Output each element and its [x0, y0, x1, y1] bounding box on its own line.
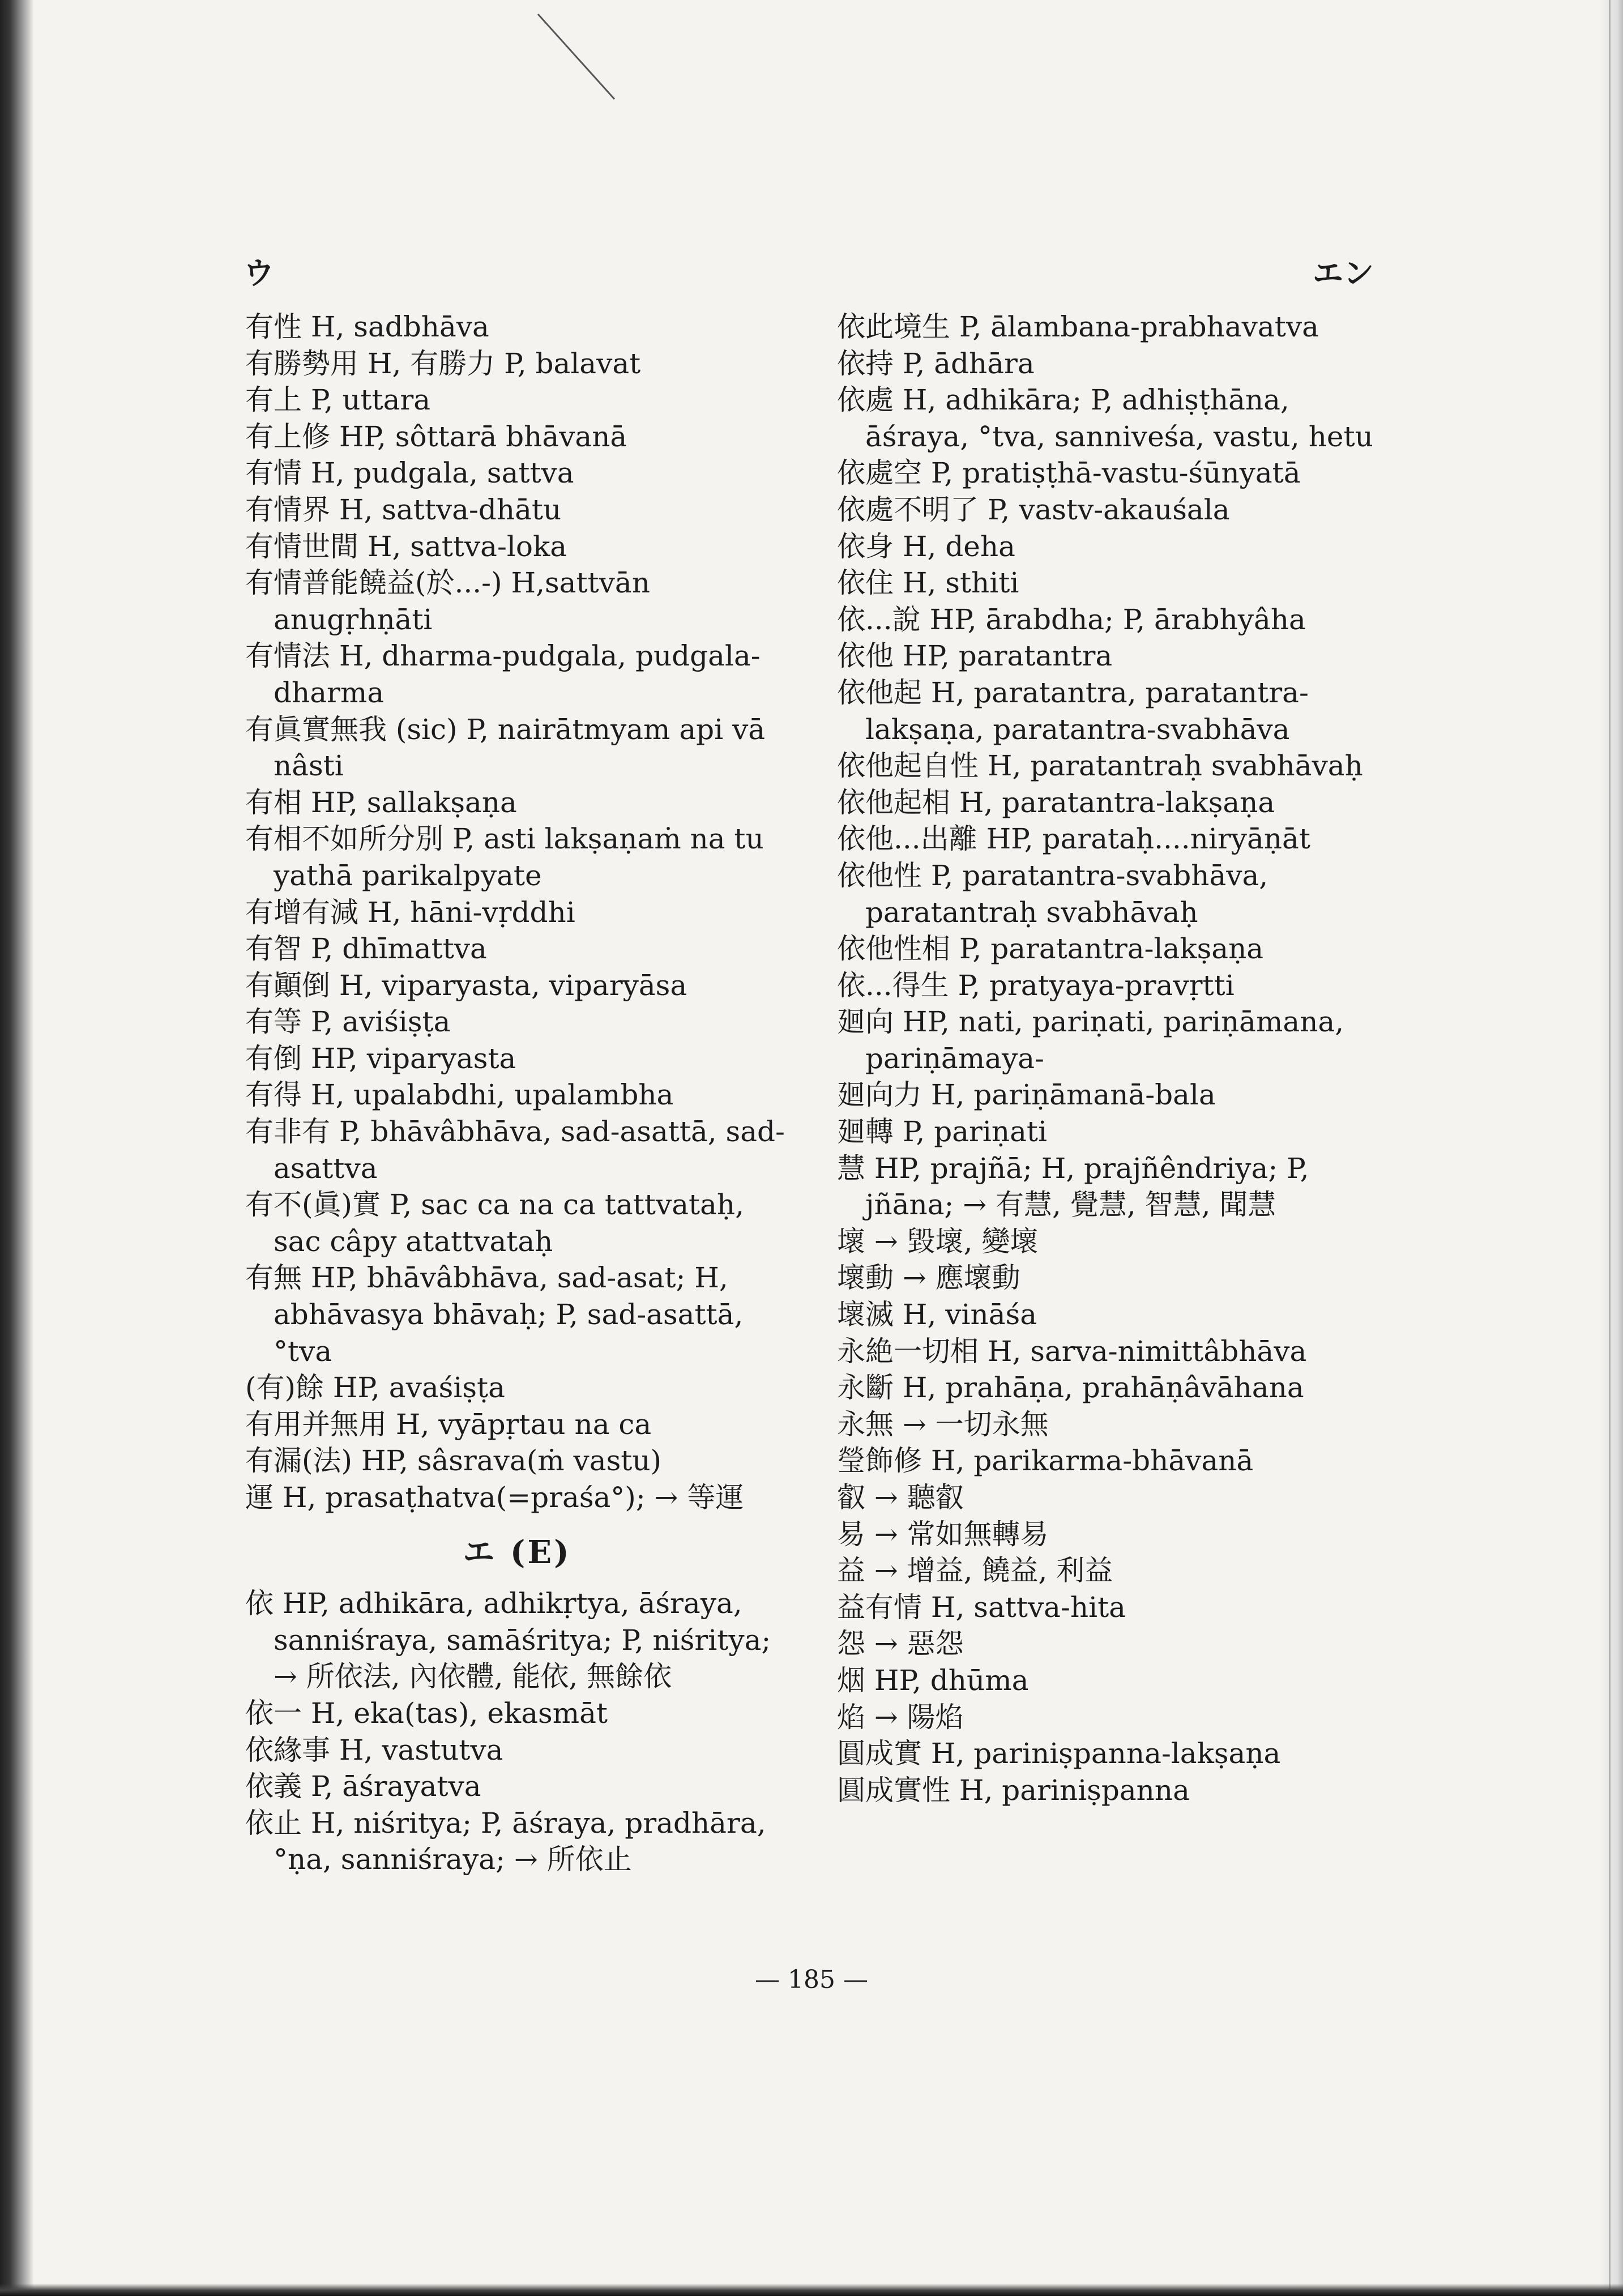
dictionary-entry: 依他起自性 H, paratantraḥ svabhāvaḥ — [837, 749, 1363, 783]
dictionary-entry: 瑩飾修 H, parikarma-bhāvanā — [837, 1444, 1254, 1478]
dictionary-entry: 依身 H, deha — [837, 530, 1015, 563]
dictionary-entry: 有倒 HP, viparyasta — [245, 1042, 516, 1075]
left-column — [245, 309, 789, 1878]
dictionary-entry: 有智 P, dhīmattva — [245, 932, 487, 966]
dictionary-entry: 廻向 HP, nati, pariṇati, pariṇāmana, pariṇāmaya- — [837, 1005, 1344, 1075]
header-left: ウ — [244, 255, 274, 291]
dictionary-entry: 依處 H, adhikāra; P, adhiṣṭhāna, āśraya, °tva, sanniveśa, vastu, hetu — [837, 383, 1373, 453]
dictionary-entry: 永斷 H, prahāṇa, prahāṇâvāhana — [837, 1371, 1304, 1405]
dictionary-entry: 烟 HP, dhūma — [837, 1663, 1029, 1697]
dictionary-entry: 依他起相 H, paratantra-lakṣaṇa — [837, 786, 1275, 819]
dictionary-entry: 依他性 P, paratantra-svabhāva, paratantraḥ svabhāvaḥ — [837, 859, 1268, 929]
dictionary-entry: 有漏(法) HP, sâsrava(ṁ vastu) — [245, 1444, 662, 1478]
scan-edge-left — [0, 0, 34, 2296]
dictionary-entry: 有增有減 H, hāni-vṛddhi — [245, 895, 575, 929]
dictionary-entry: 依他...出離 HP, parataḥ....niryāṇāt — [837, 822, 1310, 856]
dictionary-entry: 有相不如所分別 P, asti lakṣaṇaṁ na tu yathā parikalpyate — [245, 822, 764, 892]
dictionary-entry: 有情法 H, dharma-pudgala, pudgala-dharma — [245, 639, 761, 709]
dictionary-entry: 壞動 → 應壞動 — [837, 1261, 1020, 1295]
dictionary-entry: 依處空 P, pratiṣṭhā-vastu-śūnyatā — [837, 456, 1301, 490]
dictionary-entry: 益 → 增益, 饒益, 利益 — [837, 1554, 1113, 1587]
dictionary-entry: 依他性相 P, paratantra-lakṣaṇa — [837, 932, 1264, 966]
dictionary-entry: 有無 HP, bhāvâbhāva, sad-asat; H, abhāvasya bhāvaḥ; P, sad-asattā, °tva — [245, 1261, 744, 1368]
dictionary-entry: 依義 P, āśrayatva — [245, 1770, 481, 1803]
dictionary-entry: 有得 H, upalabdhi, upalambha — [245, 1078, 674, 1112]
dictionary-entry: (有)餘 HP, avaśiṣṭa — [245, 1371, 505, 1405]
dictionary-entry: 有非有 P, bhāvâbhāva, sad-asattā, sad-asattva — [245, 1115, 785, 1185]
dictionary-entry: 依他起 H, paratantra, paratantra-lakṣaṇa, paratantra-svabhāva — [837, 676, 1309, 746]
dictionary-entry: 有眞實無我 (sic) P, nairātmyam api vā nâsti — [245, 712, 766, 783]
dictionary-entry: 永絶一切相 H, sarva-nimittâbhāva — [837, 1334, 1307, 1368]
scan-edge-right — [1600, 0, 1623, 2296]
dictionary-entry: 圓成實性 H, pariniṣpanna — [837, 1773, 1190, 1807]
dictionary-entry: 有顚倒 H, viparyasta, viparyāsa — [245, 968, 687, 1002]
dictionary-entry: 壞滅 H, vināśa — [837, 1298, 1037, 1331]
header-right: エン — [1313, 255, 1374, 291]
pencil-mark — [0, 0, 1623, 170]
dictionary-entry: 依他 HP, paratantra — [837, 639, 1113, 673]
scan-edge-line — [1609, 0, 1611, 2296]
dictionary-entry: 廻向力 H, pariṇāmanā-bala — [837, 1078, 1216, 1112]
dictionary-entry: 依住 H, sthiti — [837, 566, 1019, 600]
dictionary-entry: 運 H, prasaṭhatva(=praśa°); → 等運 — [245, 1481, 744, 1514]
dictionary-entry: 永無 → 一切永無 — [837, 1407, 1049, 1441]
dictionary-entry: 依一 H, eka(tas), ekasmāt — [245, 1696, 608, 1730]
dictionary-entry: 有勝勢用 H, 有勝力 P, balavat — [245, 347, 641, 380]
section-heading: エ (E) — [463, 1533, 571, 1571]
right-entries — [837, 309, 1381, 1808]
dictionary-entry: 慧 HP, prajñā; H, prajñêndriya; P, jñāna; → 有慧, 覺慧, 智慧, 聞慧 — [837, 1151, 1309, 1222]
dictionary-entry: 有相 HP, sallakṣaṇa — [245, 786, 517, 819]
dictionary-entry: 依持 P, ādhāra — [837, 347, 1035, 380]
dictionary-entry: 圓成實 H, pariniṣpanna-lakṣaṇa — [837, 1737, 1281, 1770]
dictionary-entry: 依...說 HP, ārabdha; P, ārabhyâha — [837, 603, 1306, 636]
dictionary-entry: 有情 H, pudgala, sattva — [245, 456, 574, 490]
dictionary-entry: 依處不明了 P, vastv-akauśala — [837, 493, 1230, 526]
dictionary-entry: 益有情 H, sattva-hita — [837, 1590, 1126, 1624]
page-number: — 185 — — [755, 1965, 868, 1994]
dictionary-entry: 有上修 HP, sôttarā bhāvanā — [245, 420, 627, 453]
dictionary-entry: 有情界 H, sattva-dhātu — [245, 493, 562, 526]
dictionary-entry: 依此境生 P, ālambana-prabhavatva — [837, 310, 1319, 343]
dictionary-entry: 壞 → 毀壞, 變壞 — [837, 1224, 1039, 1258]
dictionary-entry: 有情世間 H, sattva-loka — [245, 530, 567, 563]
dictionary-entry: 依 HP, adhikāra, adhikṛtya, āśraya, sanniśraya, samāśritya; P, niśritya; → 所依法, 內依體, 能依, 無餘依 — [245, 1587, 771, 1693]
dictionary-entry: 依止 H, niśritya; P, āśraya, pradhāra, °ṇa, sanniśraya; → 所依止 — [245, 1806, 766, 1876]
dictionary-entry: 叡 → 聽叡 — [837, 1481, 964, 1514]
dictionary-entry: 有上 P, uttara — [245, 383, 431, 417]
dictionary-entry: 有用并無用 H, vyāpṛtau na ca — [245, 1407, 652, 1441]
left-entries-e — [245, 1585, 789, 1878]
scan-edge-bottom — [0, 2284, 1623, 2296]
left-entries — [245, 309, 789, 1516]
dictionary-entry: 有性 H, sadbhāva — [245, 310, 489, 343]
right-column — [837, 309, 1381, 1808]
dictionary-entry: 廻轉 P, pariṇati — [837, 1115, 1047, 1149]
dictionary-entry: 有情普能饒益(於...-) H,sattvān anugṛhṇāti — [245, 566, 650, 636]
dictionary-entry: 焰 → 陽焰 — [837, 1700, 964, 1734]
dictionary-entry: 怨 → 惡怨 — [837, 1627, 964, 1661]
dictionary-entry: 有等 P, aviśiṣṭa — [245, 1005, 451, 1039]
dictionary-entry: 易 → 常如無轉易 — [837, 1517, 1049, 1551]
dictionary-entry: 依...得生 P, pratyaya-pravṛtti — [837, 968, 1235, 1002]
dictionary-entry: 有不(眞)實 P, sac ca na ca tattvataḥ, sac câpy atattvataḥ — [245, 1188, 745, 1258]
dictionary-entry: 依緣事 H, vastutva — [245, 1733, 503, 1766]
